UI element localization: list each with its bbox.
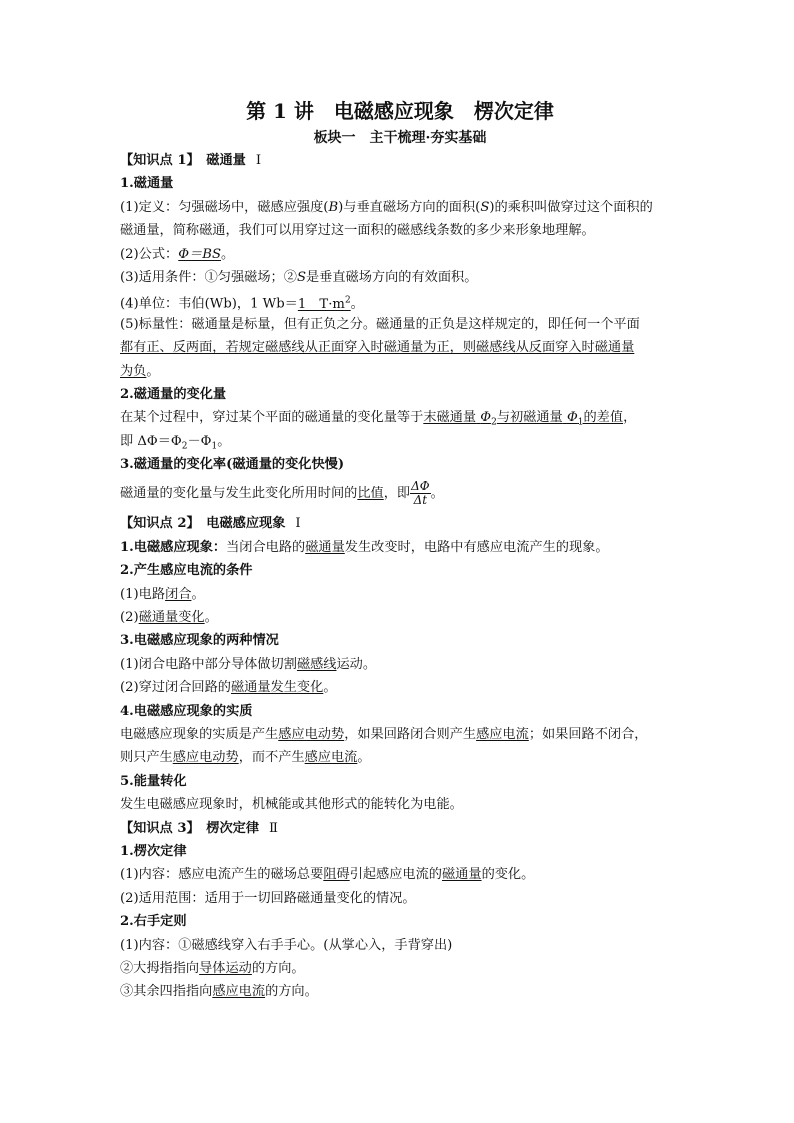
kp3-rule1: (1)内容：①磁感线穿入右手手心。(从掌心入，手背穿出) bbox=[120, 937, 453, 953]
kp1-header: 【知识点 1】 磁通量 Ⅰ bbox=[120, 153, 262, 168]
page-title: 第 1 讲 电磁感应现象 楞次定律 bbox=[246, 99, 554, 123]
kp1-change-line2: 即 $\Delta\Phi=\Phi_2-\Phi_1$。 bbox=[120, 433, 231, 452]
kp2-condition2: (2)磁通量变化。 bbox=[120, 610, 218, 626]
rate-fraction: $\frac{\Delta\Phi}{\Delta t}$ bbox=[411, 479, 430, 508]
kp3-rule2: ②大拇指指向导体运动的方向。 bbox=[120, 960, 305, 976]
kp1-scalar-line2: 都有正、反两面，若规定磁感线从正面穿入时磁通量为正，则磁感线从反面穿入时磁通量 bbox=[120, 340, 635, 356]
kp2-header: 【知识点 2】 电磁感应现象 Ⅰ bbox=[120, 516, 301, 532]
kp2-condition1: (1)电路闭合。 bbox=[120, 586, 205, 602]
kp1-unit: (4)单位：韦伯(Wb)，1 Wb＝1 $T\cdot m^2$。 bbox=[120, 295, 364, 312]
kp1-formula: (2)公式：Φ＝BS。 bbox=[120, 246, 235, 262]
kp3-content: (1)内容：感应电流产生的磁场总要阻碍引起感应电流的磁通量的变化。 bbox=[120, 867, 535, 883]
kp1-rate-line: 磁通量的变化量与发生此变化所用时间的比值，即 $\frac{\Delta\Phi}{\Delta t}$ 。 bbox=[120, 479, 444, 508]
kp2-energy: 发生电磁感应现象时，机械能或其他形式的能转化为电能。 bbox=[120, 797, 463, 813]
kp3-header: 【知识点 3】 楞次定律 Ⅱ bbox=[120, 820, 279, 836]
kp2-definition: 1.电磁感应现象：当闭合电路的磁通量发生改变时，电路中有感应电流产生的现象。 bbox=[120, 539, 609, 555]
kp1-s2-title: 2.磁通量的变化量 bbox=[120, 386, 227, 402]
kp1-scalar-line3: 为负。 bbox=[120, 363, 160, 379]
kp3-scope: (2)适用范围：适用于一切回路磁通量变化的情况。 bbox=[120, 890, 416, 906]
kp2-case1: (1)闭合电路中部分导体做切割磁感线运动。 bbox=[120, 656, 377, 672]
kp1-condition: (3)适用条件：①匀强磁场；②S是垂直磁场方向的有效面积。 bbox=[120, 269, 478, 285]
kp2-s4-title: 4.电磁感应现象的实质 bbox=[120, 703, 253, 719]
kp1-level: Ⅰ bbox=[255, 153, 262, 168]
kp3-s2-title: 2.右手定则 bbox=[120, 914, 187, 930]
page-subtitle: 板块一 主干梳理·夯实基础 bbox=[313, 130, 487, 146]
kp2-s3-title: 3.电磁感应现象的两种情况 bbox=[120, 633, 279, 649]
kp1-s3-title: 3.磁通量的变化率(磁通量的变化快慢) bbox=[120, 457, 345, 473]
kp1-s1-title: 1.磁通量 bbox=[120, 176, 174, 192]
kp3-rule3: ③其余四指指向感应电流的方向。 bbox=[120, 984, 318, 1000]
kp2-s2-title: 2.产生感应电流的条件 bbox=[120, 563, 253, 579]
kp1-definition-line1: (1)定义：匀强磁场中，磁感应强度(B)与垂直磁场方向的面积(S)的乘积叫做穿过这个面积的 bbox=[120, 199, 653, 215]
kp1-definition-line2: 磁通量，简称磁通，我们可以用穿过这一面积的磁感线条数的多少来形象地理解。 bbox=[120, 223, 595, 239]
kp2-level: Ⅰ bbox=[295, 516, 301, 532]
kp3-s1-title: 1.楞次定律 bbox=[120, 843, 187, 859]
kp2-s5-title: 5.能量转化 bbox=[120, 773, 187, 789]
kp1-change-line1: 在某个过程中，穿过某个平面的磁通量的变化量等于末磁通量 $\Phi_2$与初磁通量 $\Phi_1$的差值， bbox=[120, 410, 637, 428]
kp2-case2: (2)穿过闭合回路的磁通量发生变化。 bbox=[120, 680, 337, 696]
document-content bbox=[120, 95, 680, 1004]
kp2-essence-line1: 电磁感应现象的实质是产生感应电动势，如果回路闭合则产生感应电流；如果回路不闭合， bbox=[120, 726, 648, 742]
kp1-scalar-line1: (5)标量性：磁通量是标量，但有正负之分。磁通量的正负是这样规定的，即任何一个平面 bbox=[120, 316, 640, 332]
kp2-essence-line2: 则只产生感应电动势，而不产生感应电流。 bbox=[120, 750, 371, 766]
kp3-level: Ⅱ bbox=[269, 820, 279, 836]
